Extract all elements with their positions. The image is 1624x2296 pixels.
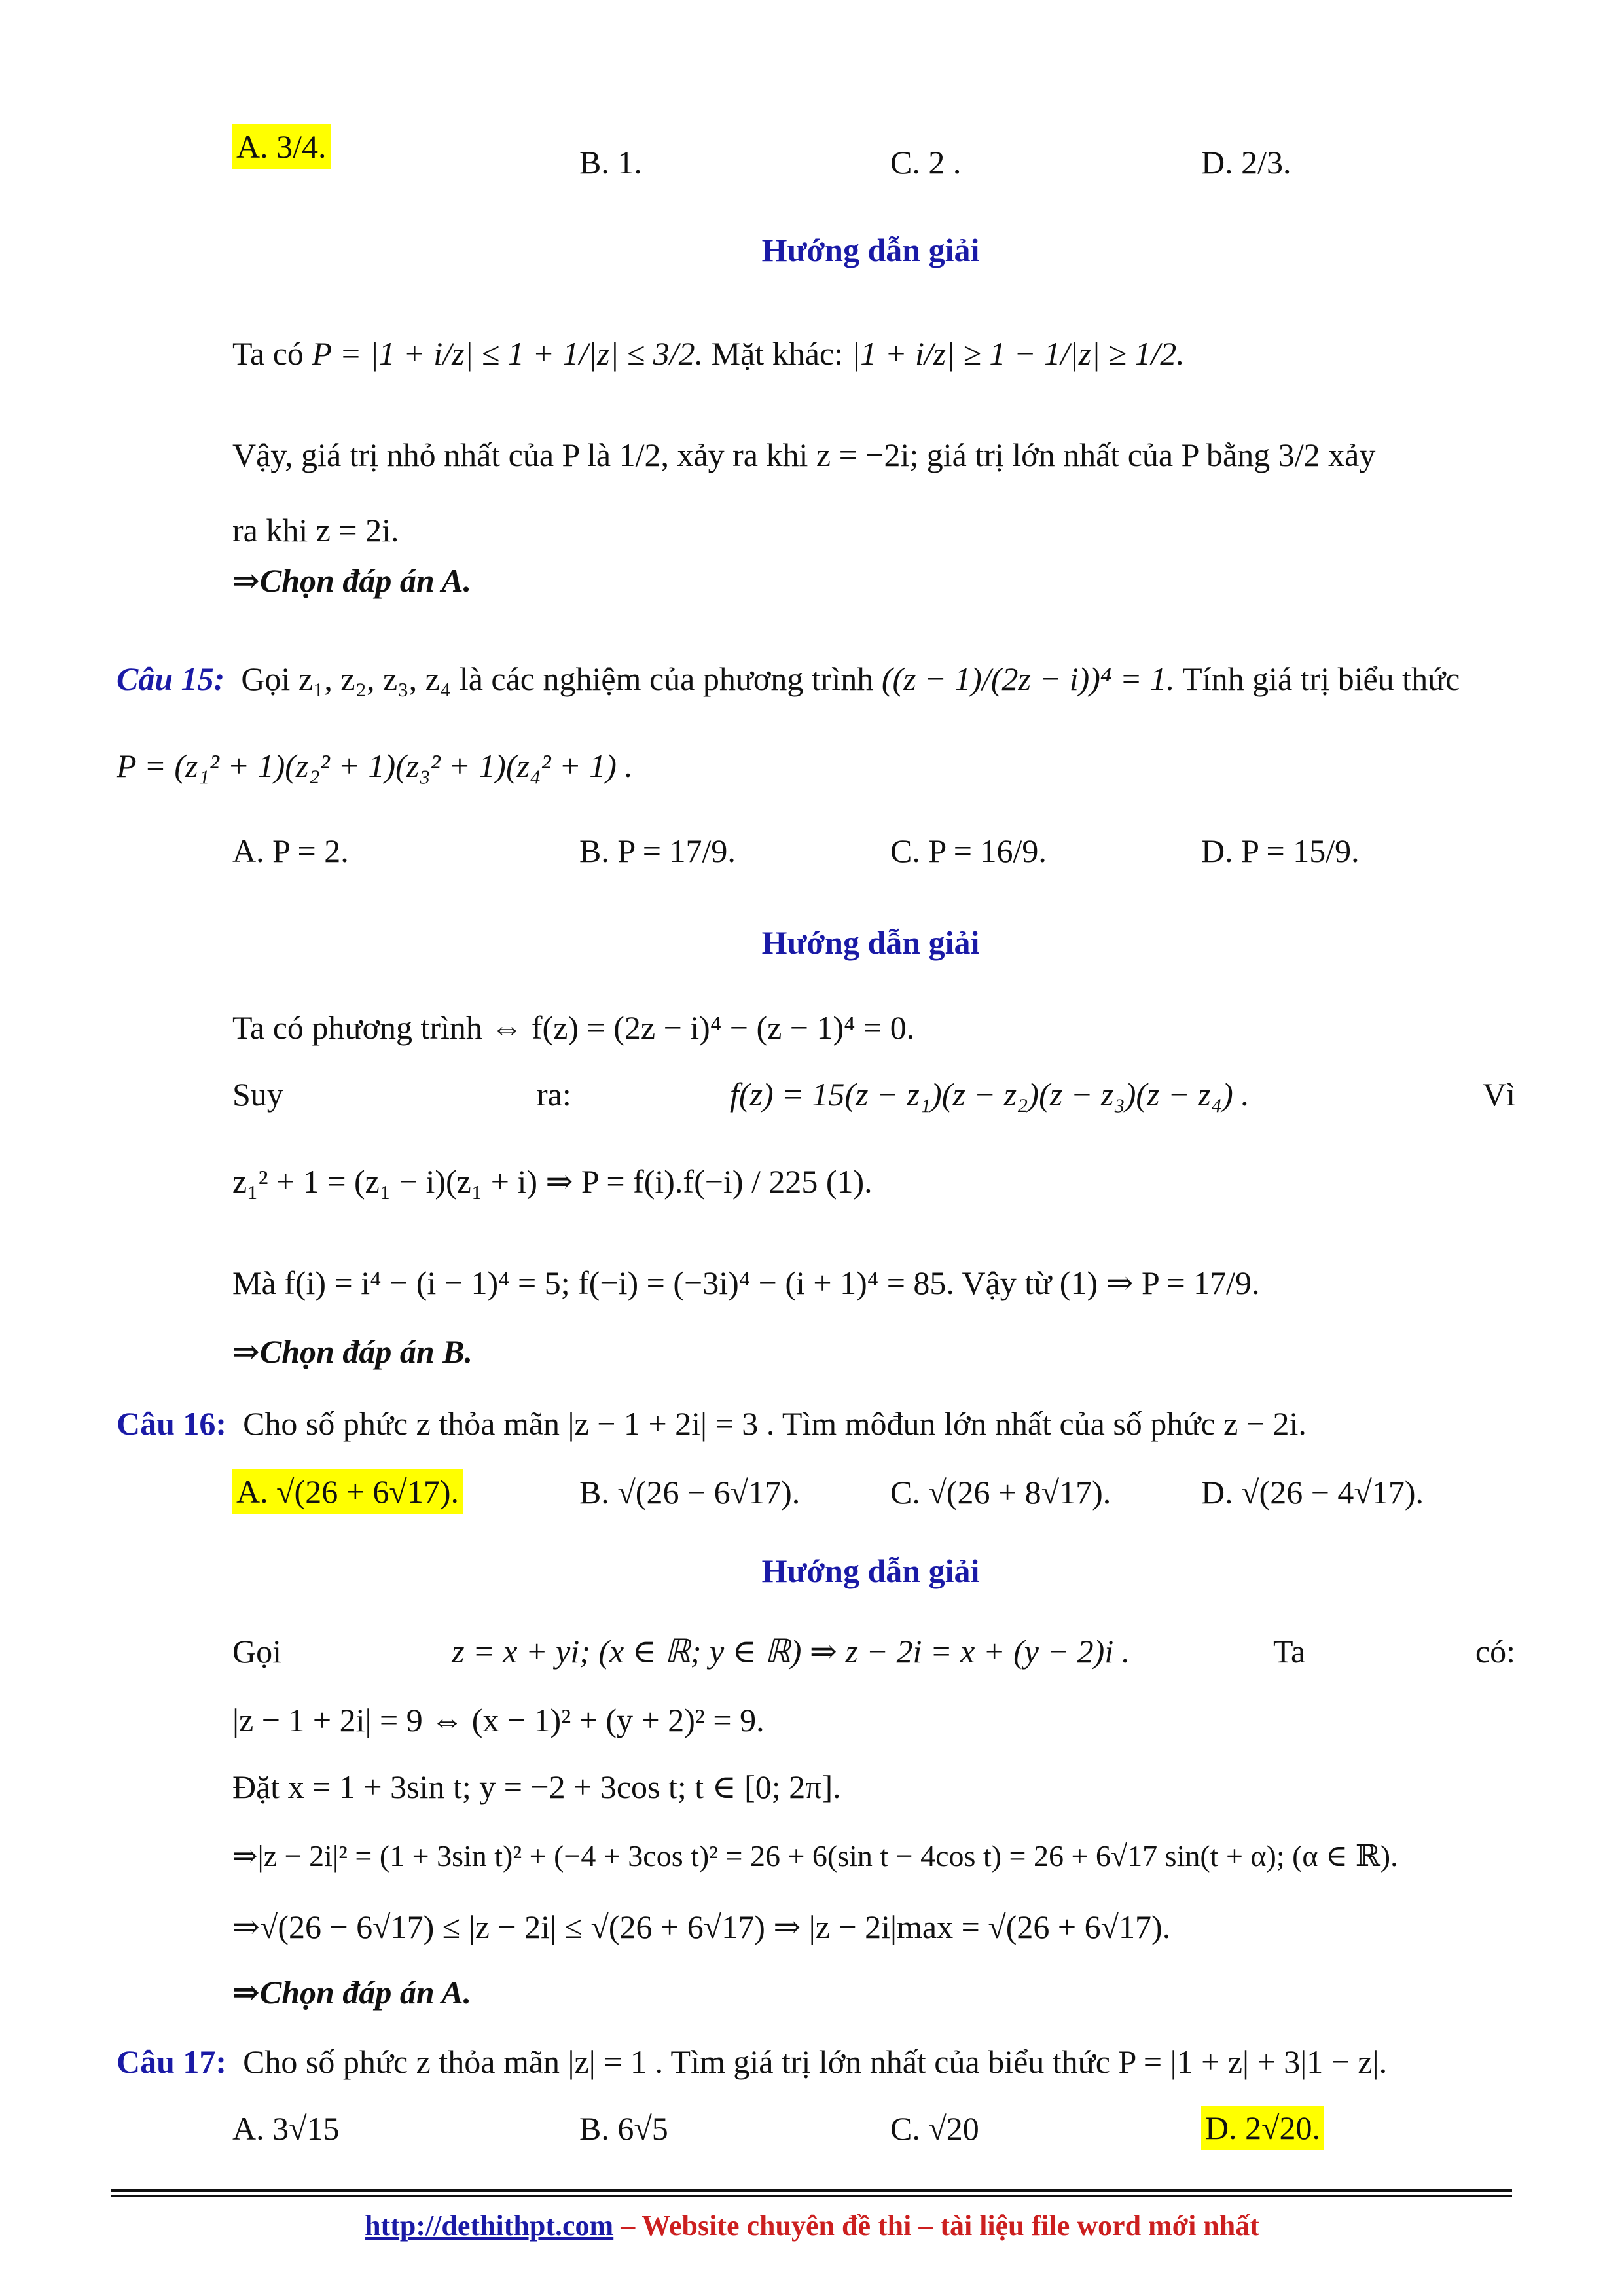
q14-option-a: A. 3/4. — [232, 124, 331, 169]
q14-answer: ⇒Chọn đáp án A. — [232, 562, 472, 599]
q16-option-a: A. √(26 + 6√17). — [232, 1469, 463, 1514]
q16-stem: Câu 16: Cho số phức z thỏa mãn |z − 1 + 2i| = 3 . Tìm môđun lớn nhất của số phức z − 2i. — [117, 1405, 1307, 1442]
q17-option-c: C. √20 — [890, 2110, 979, 2147]
q16-option-c: C. √(26 + 8√17). — [890, 1474, 1111, 1511]
q16-solution-line2: |z − 1 + 2i| = 9 ⇔ (x − 1)² + (y + 2)² = 9. — [232, 1702, 765, 1738]
q16-option-d: D. √(26 − 4√17). — [1201, 1474, 1424, 1511]
q17-stem: Câu 17: Cho số phức z thỏa mãn |z| = 1 . Tìm giá trị lớn nhất của biểu thức P = |1 + z| + 3|1 − z|. — [117, 2043, 1388, 2080]
footer-link[interactable]: http://dethithpt.com — [365, 2210, 614, 2242]
q14-solution-line2: Vậy, giá trị nhỏ nhất của P là 1/2, xảy ra khi z = −2i; giá trị lớn nhất của P bằng 3/2 xảy — [232, 437, 1376, 473]
footer — [0, 2209, 1624, 2244]
q15-label: Câu 15: — [117, 660, 225, 697]
q14-solution-heading: Hướng dẫn giải — [761, 232, 980, 268]
q15-option-b: B. P = 17/9. — [579, 833, 736, 869]
q16-solution-heading: Hướng dẫn giải — [761, 1552, 980, 1589]
q16-option-b: B. √(26 − 6√17). — [579, 1474, 801, 1511]
q15-stem-line1: Câu 15: Gọi z₁, z₂, z₃, z₄ là các nghiệm của phương trình ((z − 1)/(2z − i))⁴ = 1. Tính giá trị biểu thức — [117, 660, 1460, 697]
q15-expression: P = (z₁² + 1)(z₂² + 1)(z₃² + 1)(z₄² + 1) . — [117, 747, 633, 784]
q15-option-a: A. P = 2. — [232, 833, 349, 869]
q17-option-b: B. 6√5 — [579, 2110, 668, 2147]
q16-solution-line1: Gọi z = x + yi; (x ∈ ℝ; y ∈ ℝ) ⇒ z − 2i = x + (y − 2)i . Ta có: — [232, 1633, 1515, 1670]
q15-solution-heading: Hướng dẫn giải — [761, 924, 980, 961]
q17-option-a: A. 3√15 — [232, 2110, 340, 2147]
q15-option-d: D. P = 15/9. — [1201, 833, 1360, 869]
q14-option-b: B. 1. — [579, 144, 642, 181]
q15-solution-line2: Suy ra: f(z) = 15(z − z₁)(z − z₂)(z − z₃)(z − z₄) . Vì — [232, 1076, 1515, 1113]
q14-option-c: C. 2 . — [890, 144, 962, 181]
q14-option-d: D. 2/3. — [1201, 144, 1291, 181]
q14-solution-line1: Ta có P = |1 + i/z| ≤ 1 + 1/|z| ≤ 3/2. Mặt khác: |1 + i/z| ≥ 1 − 1/|z| ≥ 1/2. — [232, 335, 1185, 372]
q15-answer: ⇒Chọn đáp án B. — [232, 1333, 473, 1370]
q16-answer: ⇒Chọn đáp án A. — [232, 1974, 472, 2011]
q16-solution-line3: Đặt x = 1 + 3sin t; y = −2 + 3cos t; t ∈ [0; 2π]. — [232, 1768, 841, 1805]
q14-solution-line3: ra khi z = 2i. — [232, 512, 399, 548]
q16-label: Câu 16: — [117, 1405, 227, 1442]
footer-rule-thick — [111, 2189, 1512, 2192]
q15-solution-line1: Ta có phương trình ⇔ f(z) = (2z − i)⁴ − (z − 1)⁴ = 0. — [232, 1009, 915, 1046]
q15-option-c: C. P = 16/9. — [890, 833, 1047, 869]
q15-solution-line3: z₁² + 1 = (z₁ − i)(z₁ + i) ⇒ P = f(i).f(−i) / 225 (1). — [232, 1163, 873, 1200]
q16-solution-line5: ⇒√(26 − 6√17) ≤ |z − 2i| ≤ √(26 + 6√17) ⇒ |z − 2i|max = √(26 + 6√17). — [232, 1909, 1171, 1945]
q16-solution-line4: ⇒|z − 2i|² = (1 + 3sin t)² + (−4 + 3cos t)² = 26 + 6(sin t − 4cos t) = 26 + 6√17 sin(t + α); (α ∈ ℝ). — [232, 1839, 1398, 1873]
q15-solution-line4: Mà f(i) = i⁴ − (i − 1)⁴ = 5; f(−i) = (−3i)⁴ − (i + 1)⁴ = 85. Vậy từ (1) ⇒ P = 17/9. — [232, 1265, 1260, 1301]
q17-label: Câu 17: — [117, 2043, 227, 2080]
q17-option-d: D. 2√20. — [1201, 2106, 1324, 2150]
footer-rule-thin — [111, 2195, 1512, 2197]
footer-text: – Website chuyên đề thi – tài liệu file word mới nhất — [613, 2210, 1259, 2242]
